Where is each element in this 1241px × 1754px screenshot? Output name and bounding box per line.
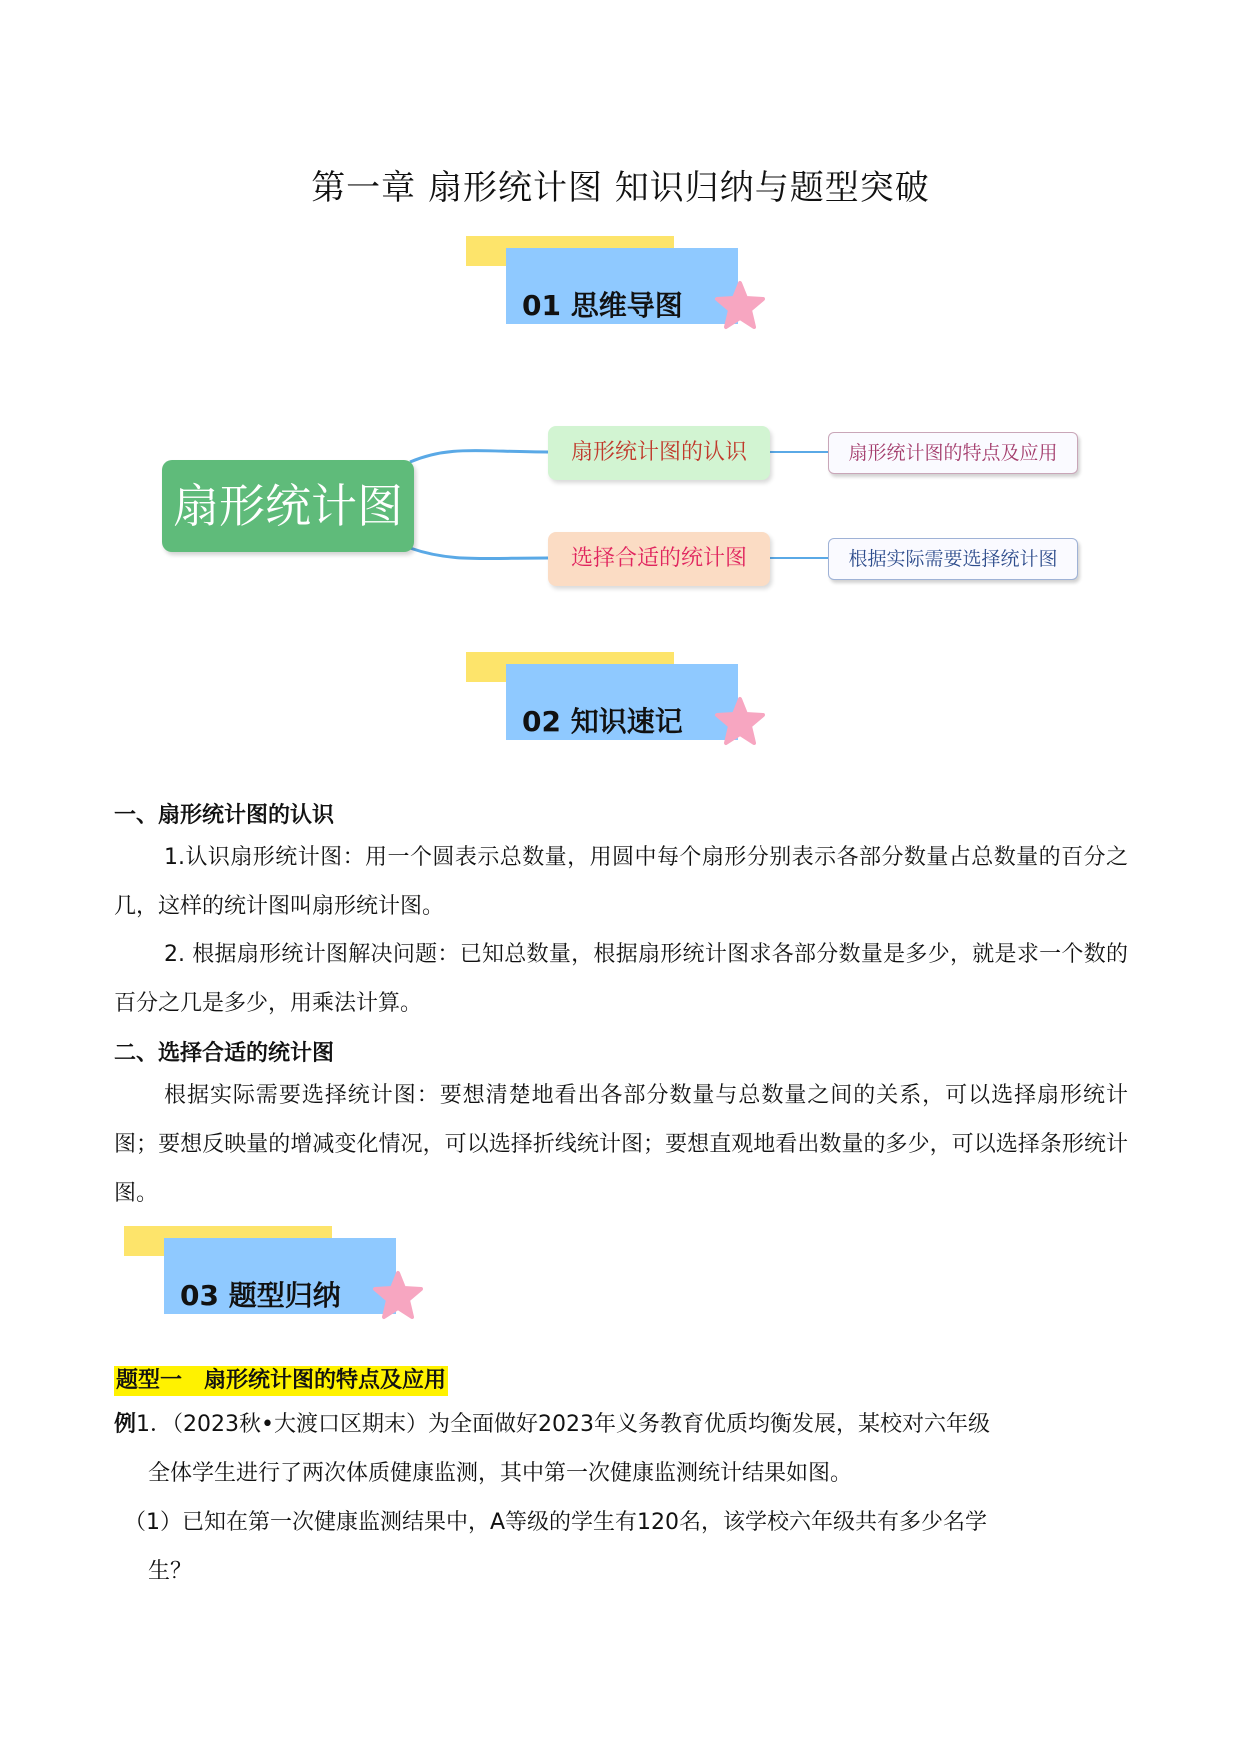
problem-type-heading: 题型一 扇形统计图的特点及应用	[114, 1366, 448, 1396]
star-icon	[372, 1270, 424, 1320]
section-banner-knowledge	[466, 652, 766, 762]
mindmap-leaf-features: 扇形统计图的特点及应用	[828, 432, 1078, 474]
mindmap-branch-recognize: 扇形统计图的认识	[548, 426, 770, 480]
heading-choose: 二、选择合适的统计图	[114, 1041, 335, 1066]
example-line-2: 全体学生进行了两次体质健康监测，其中第一次健康监测统计结果如图。	[148, 1461, 853, 1486]
example-1	[114, 1400, 1134, 1596]
heading-recognize: 一、扇形统计图的认识	[114, 803, 335, 828]
question-1-line-2: 生？	[148, 1559, 193, 1584]
section-title: 01 思维导图	[522, 289, 683, 322]
mindmap-branch-choose: 选择合适的统计图	[548, 532, 770, 586]
page-title: 第一章 扇形统计图 知识归纳与题型突破	[311, 168, 930, 208]
section-title: 03 题型归纳	[180, 1279, 341, 1312]
section-banner-problems	[124, 1226, 424, 1336]
question-1-line-1: （1）已知在第一次健康监测结果中，A等级的学生有120名，该学校六年级共有多少名学	[124, 1510, 988, 1535]
paragraph-solve: 2. 根据扇形统计图解决问题：已知总数量，根据扇形统计图求各部分数量是多少，就是求一个数的百分之几是多少，用乘法计算。	[114, 942, 1128, 1016]
example-line-1: 1．（2023秋•大渡口区期末）为全面做好2023年义务教育优质均衡发展，某校对六年级	[136, 1412, 990, 1437]
section-title: 02 知识速记	[522, 705, 683, 738]
paragraph-definition: 1.认识扇形统计图：用一个圆表示总数量，用圆中每个扇形分别表示各部分数量占总数量的百分之几，这样的统计图叫扇形统计图。	[114, 845, 1128, 919]
example-label: 例	[114, 1412, 137, 1437]
mindmap-leaf-choose: 根据实际需要选择统计图	[828, 538, 1078, 580]
paragraph-choose: 根据实际需要选择统计图：要想清楚地看出各部分数量与总数量之间的关系，可以选择扇形统计图；要想反映量的增减变化情况，可以选择折线统计图；要想直观地看出数量的多少，可以选择条形统计图。	[114, 1083, 1128, 1206]
mindmap-root: 扇形统计图	[162, 460, 414, 552]
star-icon	[714, 696, 766, 746]
mindmap-connectors	[0, 0, 1241, 700]
